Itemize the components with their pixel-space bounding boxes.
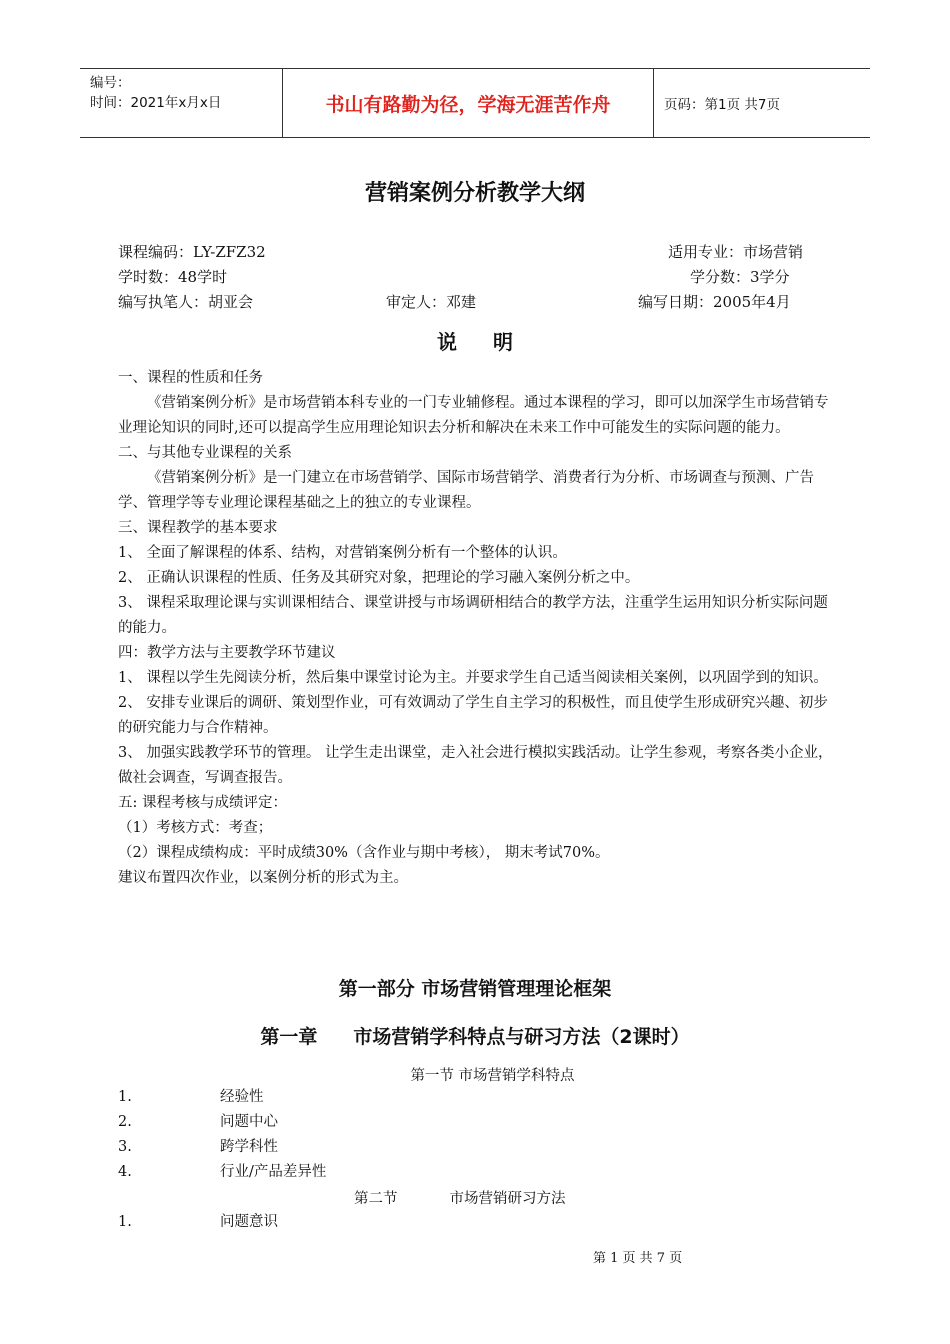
time-label: 时间：2021年x月x日 [90,95,222,111]
paragraph: 三、课程教学的基本要求 [118,520,278,536]
part-title: 第一部分 市场营销管理理论框架 [338,978,612,1000]
list-item [118,1160,326,1185]
paragraph: （2）课程成绩构成：平时成绩30%（含作业与期中考核）， 期末考试70%。 [118,845,610,861]
section-2-number: 第二节 [354,1191,398,1207]
list-text: 行业/产品差异性 [220,1164,327,1180]
paragraph: 五: 课程考核与成绩评定： [118,795,287,811]
hours: 学时数：48学时 [118,268,228,286]
page-info-cell [654,69,870,137]
list-item [118,1110,278,1135]
page-info: 页码：第1页 共7页 [664,97,780,113]
explain-heading: 说明 [437,330,549,354]
paragraph: 一、课程的性质和任务 [118,370,263,386]
paragraph: 3、 课程采取理论课与实训课相结合、课堂讲授与市场调研相结合的教学方法，注重学生运用知识分析实际问题的能力。 [118,595,828,636]
paragraph: 四：教学方法与主要教学环节建议 [118,645,336,661]
list-item [118,1210,278,1235]
paragraph: 建议布置四次作业，以案例分析的形式为主。 [118,870,408,886]
list-item [118,1135,278,1160]
header-table [80,68,870,138]
list-number: 3. [118,1139,132,1155]
motto-cell [282,69,654,137]
explain-body [118,366,834,891]
paragraph: 2、 安排专业课后的调研、策划型作业，可有效调动了学生自主学习的积极性，而且使学生形成研究兴趣、初步的研究能力与合作精神。 [118,695,828,736]
paragraph: 1、 全面了解课程的体系、结构，对营销案例分析有一个整体的认识。 [118,545,567,561]
chapter-name: 市场营销学科特点与研习方法（2课时） [353,1026,690,1048]
major: 适用专业：市场营销 [668,243,804,261]
page-footer: 第 1 页 共 7 页 [593,1251,683,1266]
list-number: 1. [118,1089,132,1105]
number-label: 编号： [90,75,131,91]
header-left-cell [80,69,282,137]
paragraph: 1、 课程以学生先阅读分析，然后集中课堂讨论为主。并要求学生自己适当阅读相关案例，以巩固学到的知识。 [118,670,828,686]
section-1-heading: 第一节 市场营销学科特点 [410,1068,575,1084]
list-number: 2. [118,1114,132,1130]
paragraph: 《营销案例分析》是市场营销本科专业的一门专业辅修程。通过本课程的学习，即可以加深学生市场营销专业理论知识的同时,还可以提高学生应用理论知识去分析和解决在未来工作中可能发生的实际问题的能力。 [118,395,829,436]
chapter-number: 第一章 [260,1026,318,1048]
paragraph: 《营销案例分析》是一门建立在市场营销学、国际市场营销学、消费者行为分析、市场调查与预测、广告学、管理学等专业理论课程基础之上的独立的专业课程。 [118,470,814,511]
motto: 书山有路勤为径，学海无涯苦作舟 [325,93,611,116]
section-2-name: 市场营销研习方法 [449,1191,566,1207]
paragraph: 二、与其他专业课程的关系 [118,445,292,461]
section-2-heading [354,1187,566,1208]
author: 编写执笔人：胡亚会 [118,293,254,311]
list-number: 1. [118,1214,132,1230]
list-text: 问题意识 [220,1214,278,1230]
course-code: 课程编码：LY-ZFZ32 [118,243,266,261]
paragraph: （1）考核方式：考查； [118,820,273,836]
list-text: 问题中心 [220,1114,278,1130]
list-text: 跨学科性 [220,1139,278,1155]
document-title: 营销案例分析教学大纲 [364,181,585,206]
paragraph: 3、 加强实践教学环节的管理。 让学生走出课堂，走入社会进行模拟实践活动。让学生参观，考察各类小企业，做社会调查，写调查报告。 [118,745,833,786]
credits: 学分数：3学分 [690,268,790,286]
date: 编写日期：2005年4月 [638,293,791,311]
list-text: 经验性 [220,1089,264,1105]
list-number: 4. [118,1164,132,1180]
list-item [118,1085,264,1110]
chapter-title [0,1022,950,1049]
reviewer: 审定人：邓建 [386,293,477,311]
paragraph: 2、 正确认识课程的性质、任务及其研究对象，把理论的学习融入案例分析之中。 [118,570,640,586]
